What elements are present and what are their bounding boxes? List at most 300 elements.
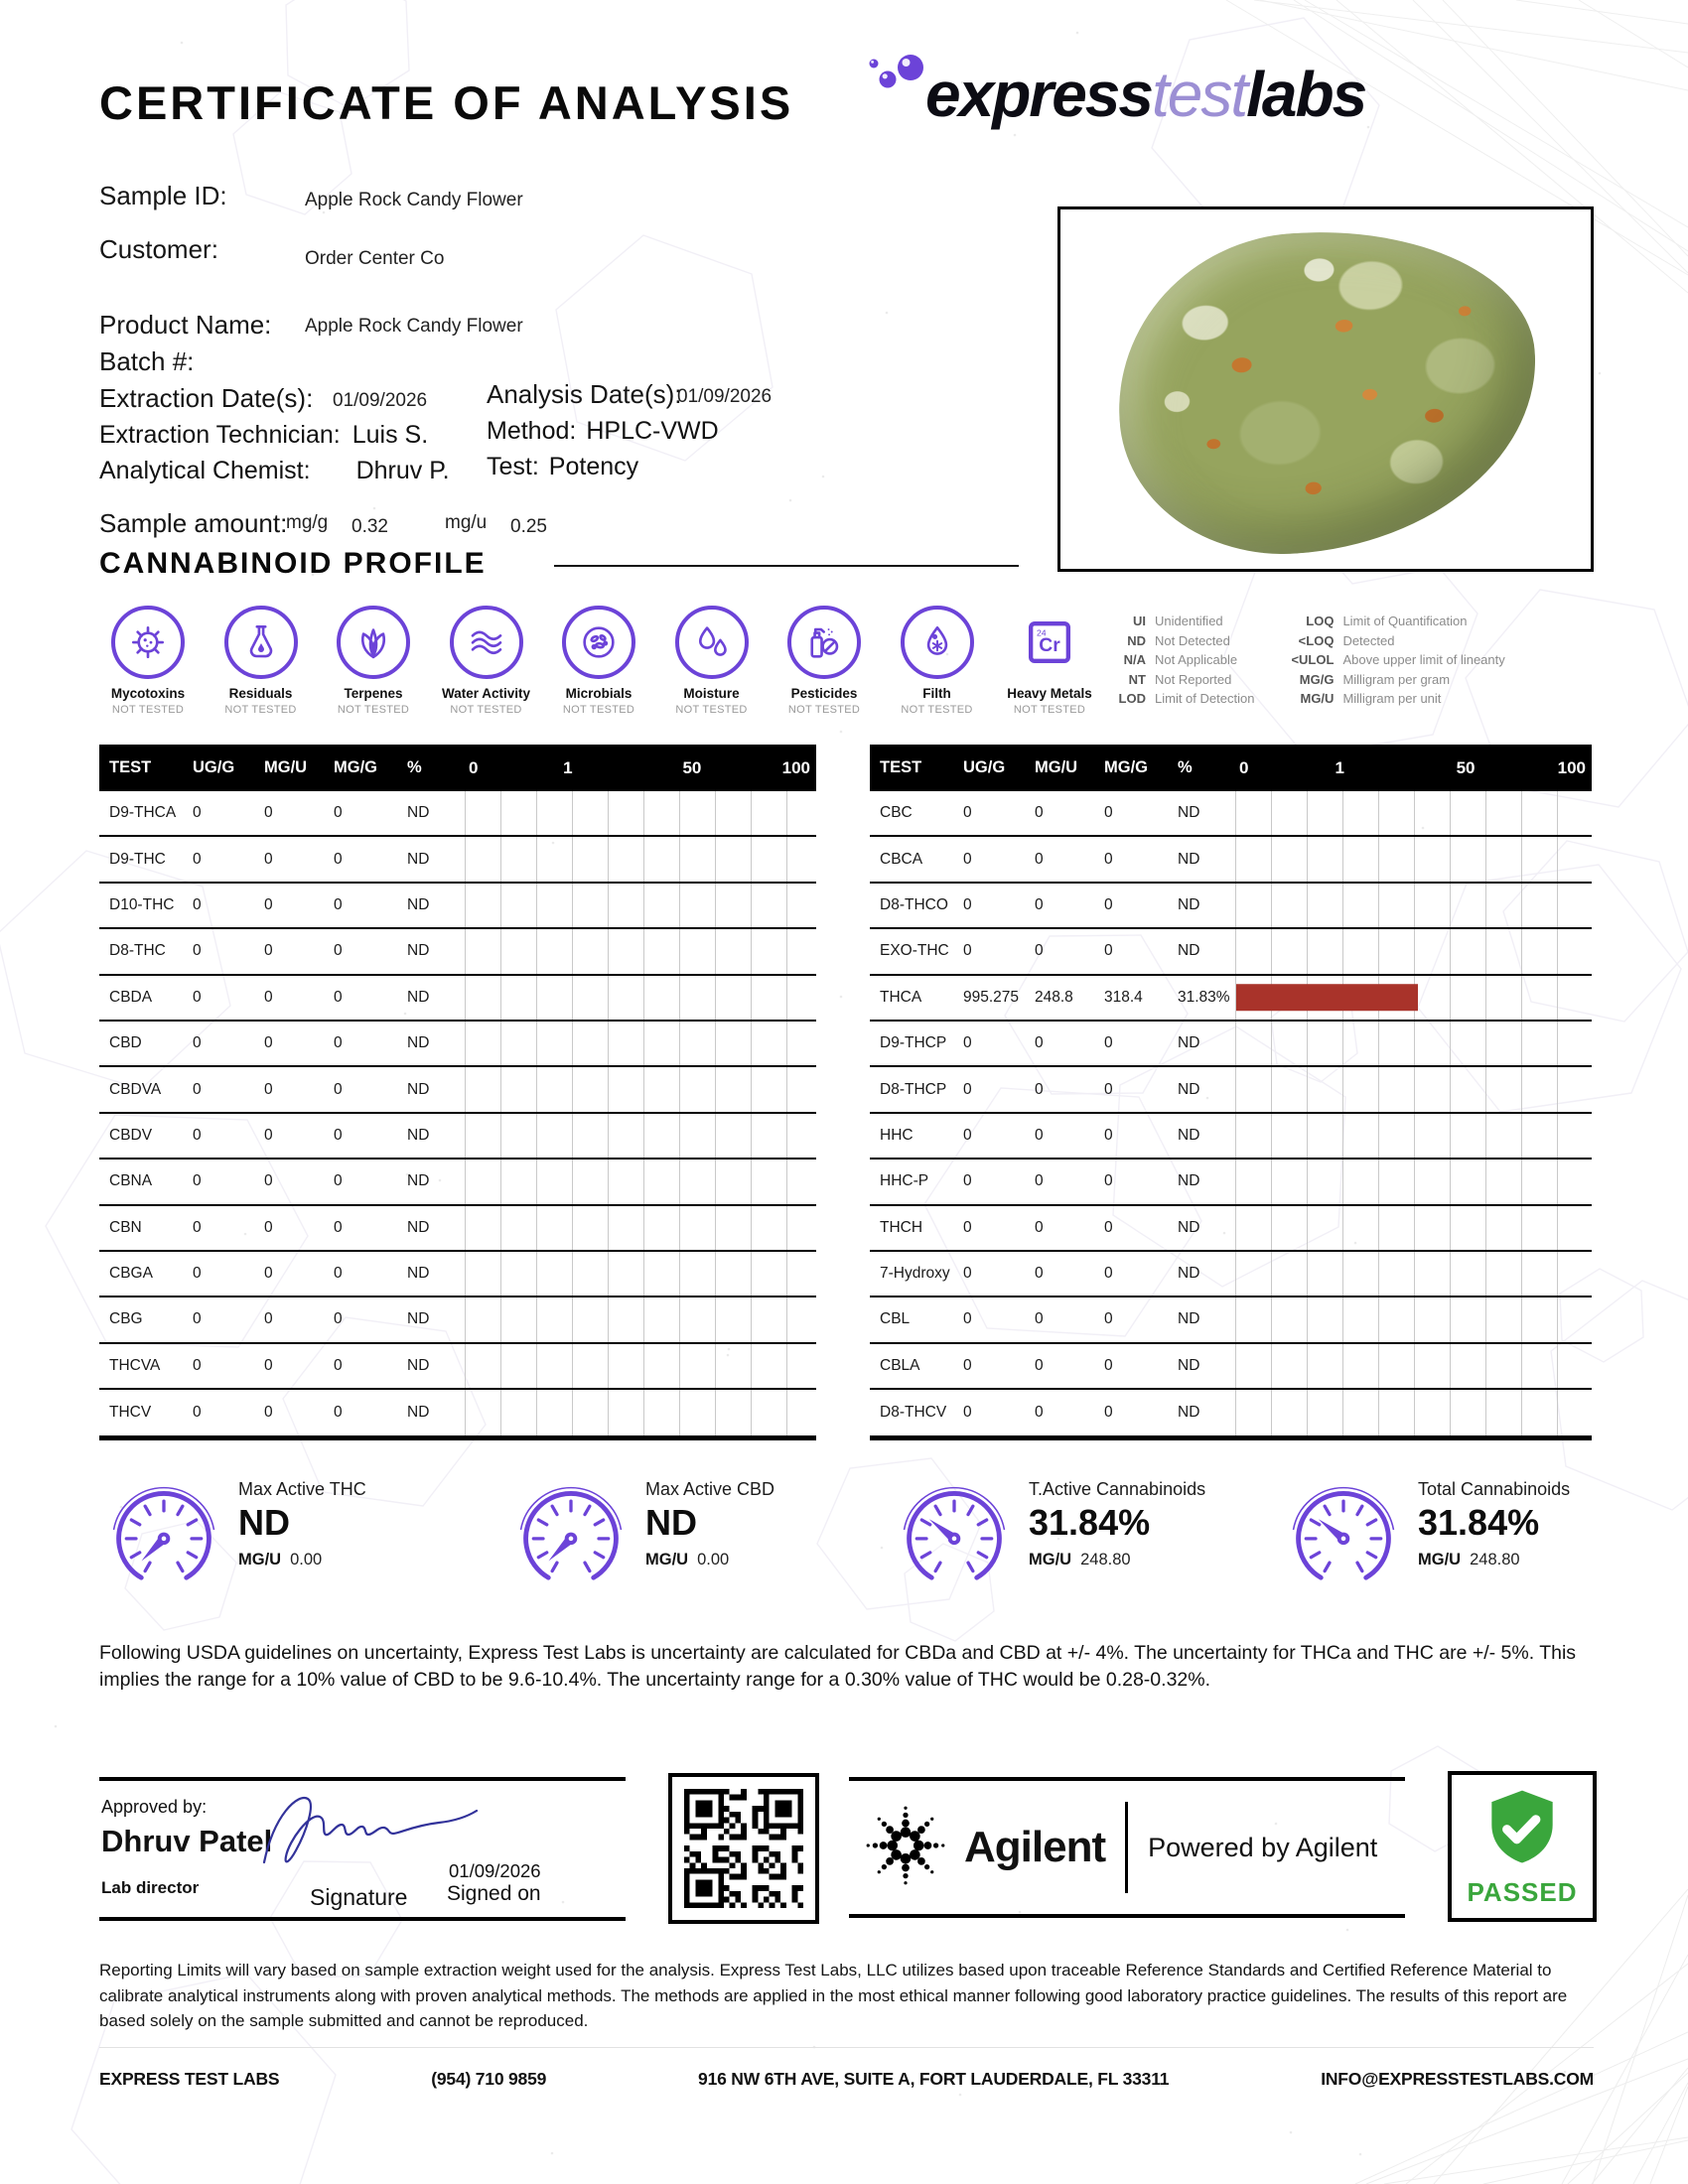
analysis-date-value: 01/09/2026	[677, 386, 773, 407]
mgg-value: 0	[334, 942, 343, 960]
test-name: CBDVA	[109, 1080, 162, 1098]
mgg-value: 0	[334, 804, 343, 822]
table-header	[99, 745, 816, 791]
mgg-value: 0	[1104, 1218, 1113, 1236]
gauge-amount: 248.80	[1080, 1551, 1131, 1569]
test-name: D9-THCP	[880, 1034, 947, 1052]
pct-value: ND	[407, 1126, 430, 1144]
ugg-value: 0	[193, 895, 202, 913]
lab-email: INFO@EXPRESSTESTLABS.COM	[1321, 2069, 1594, 2089]
mgu-value: 0	[264, 988, 273, 1006]
icon-status: NOT TESTED	[450, 704, 522, 716]
mycotoxins-icon	[111, 606, 185, 679]
ugg-value: 0	[963, 1356, 972, 1374]
cannabinoid-row-CBN	[99, 1206, 816, 1252]
legend-entry: MG/G Milligram per gram	[1299, 671, 1451, 687]
gauge-value: ND	[645, 1502, 697, 1543]
test-name: D9-THC	[109, 850, 166, 868]
cannabinoid-row-THCH	[870, 1206, 1592, 1252]
ugg-value: 0	[193, 804, 202, 822]
gauge-amount: 0.00	[290, 1551, 323, 1569]
signed-date: 01/09/2026	[449, 1860, 541, 1881]
mgu-value: 0	[264, 1172, 273, 1190]
pct-value: ND	[407, 942, 430, 960]
row-chart-area	[465, 1067, 816, 1111]
pct-value: ND	[1178, 1126, 1200, 1144]
cannabinoid-row-HHC	[870, 1114, 1592, 1160]
mgg-value: 0	[334, 895, 343, 913]
cannabinoid-row-THCA	[870, 976, 1592, 1022]
agilent-spark-icon	[855, 1795, 956, 1896]
product-name-value: Apple Rock Candy Flower	[305, 316, 523, 337]
legend-col2	[1278, 612, 1504, 709]
cannabinoid-row-CBG	[99, 1297, 816, 1343]
chemist-value: Dhruv P.	[355, 457, 450, 484]
icon-status: NOT TESTED	[111, 704, 185, 716]
mgu-value: 0	[264, 1034, 273, 1052]
microbials-icon	[562, 606, 635, 679]
ugg-value: 0	[963, 1404, 972, 1422]
ugg-value: 0	[963, 1172, 972, 1190]
thca-bar	[1236, 984, 1418, 1012]
heavy-metals-icon	[1019, 606, 1080, 679]
row-chart-area	[1235, 1067, 1592, 1111]
panel-residuals	[207, 606, 316, 716]
gauge-unit: MG/U	[645, 1551, 689, 1569]
icon-status: NOT TESTED	[901, 704, 973, 716]
ugg-value: 0	[963, 1310, 972, 1328]
legend-entry: <ULOL Above upper limit of lineanty	[1291, 652, 1505, 667]
test-name: CBCA	[880, 850, 923, 868]
test-name: 7-Hydroxy	[880, 1265, 950, 1283]
pct-value: ND	[1178, 1356, 1200, 1374]
pct-value: ND	[1178, 942, 1200, 960]
contact-divider	[99, 2047, 1594, 2048]
row-chart-area	[465, 1114, 816, 1158]
ugg-value: 0	[193, 1126, 202, 1144]
sample-id-value: Apple Rock Candy Flower	[305, 190, 523, 210]
icon-label: Water Activity	[441, 686, 531, 701]
ugg-value: 0	[963, 1126, 972, 1144]
legend-entry: LOD Limit of Detection	[1118, 691, 1255, 706]
lab-logo	[866, 48, 1365, 131]
mgg-value: 0	[1104, 895, 1113, 913]
test-name: HHC-P	[880, 1172, 929, 1190]
pct-value: ND	[1178, 1218, 1200, 1236]
abbreviation-legend	[1110, 612, 1505, 709]
mgg-value: 0	[1104, 1356, 1113, 1374]
row-chart-area	[465, 1160, 816, 1203]
mgu-value: 0	[264, 1310, 273, 1328]
pct-value: ND	[1178, 1172, 1200, 1190]
mgu-label: mg/u	[445, 512, 488, 533]
extraction-date-label: Extraction Date(s):	[99, 383, 314, 413]
mgg-value: 0	[1104, 942, 1113, 960]
cannabinoid-row-D8-THCP	[870, 1067, 1592, 1113]
mgu-value: 0	[1035, 942, 1044, 960]
legend-entry: <LOQ Detected	[1298, 632, 1395, 648]
mgu-value: 0	[264, 1356, 273, 1374]
icon-label: Pesticides	[790, 686, 858, 701]
row-chart-area	[1235, 1252, 1592, 1296]
qr-code	[684, 1789, 803, 1908]
sample-id-label: Sample ID:	[99, 181, 227, 210]
approver-name: Dhruv Patel	[101, 1824, 273, 1858]
agilent-logo	[849, 1795, 956, 1901]
panel-microbials	[544, 606, 653, 716]
mgg-value: 0	[334, 988, 343, 1006]
test-name: D8-THCP	[880, 1080, 947, 1098]
test-name: THCVA	[109, 1356, 161, 1374]
svg-text:Cr: Cr	[1039, 635, 1060, 657]
legend-col1	[1110, 612, 1254, 709]
vertical-divider	[1125, 1802, 1128, 1893]
gauge-max-active-thc	[101, 1477, 366, 1592]
icon-status: NOT TESTED	[675, 704, 748, 716]
gauge-value: 31.84%	[1029, 1502, 1151, 1543]
mgu-value: 0	[1035, 1218, 1044, 1236]
icon-label: Heavy Metals	[1007, 686, 1092, 701]
ugg-value: 0	[193, 1034, 202, 1052]
pesticides-icon	[787, 606, 861, 679]
legend-entry: NT Not Reported	[1128, 671, 1232, 687]
mgu-value: 0	[1035, 1080, 1044, 1098]
filth-icon	[901, 606, 974, 679]
contact-bar	[99, 2069, 1594, 2090]
pct-value: ND	[1178, 1034, 1200, 1052]
uncertainty-disclaimer: Following USDA guidelines on uncertainty, Express Test Labs is uncertainty are calculated for CBDa and CBD at +/- 4%. The uncertainty for THCa and THC are +/- 5%. This implies the range for a 10% value of CBD to be 9.6-10.4%. The uncertainty range for a 0.30% value of THC would be 0.28-0.32%.	[99, 1642, 1577, 1691]
column-header: TEST	[880, 758, 922, 776]
sample-amount-label: Sample amount:	[99, 508, 288, 538]
ugg-value: 0	[193, 1265, 202, 1283]
technician-line	[99, 421, 428, 450]
chart-scale-label: 100	[1557, 757, 1586, 777]
agilent-block	[849, 1777, 1405, 1918]
row-chart-area	[465, 837, 816, 881]
ugg-value: 0	[963, 1265, 972, 1283]
column-header: MG/U	[264, 758, 308, 776]
mgu-value: 0	[1035, 1172, 1044, 1190]
test-name: THCH	[880, 1218, 923, 1236]
method-line	[487, 417, 719, 446]
test-name: D9-THCA	[109, 804, 177, 822]
pct-value: ND	[1178, 804, 1200, 822]
legend-entry: ND Not Detected	[1127, 632, 1230, 648]
mgg-value: 0	[334, 1404, 343, 1422]
icon-status: NOT TESTED	[787, 704, 861, 716]
test-name: D8-THCO	[880, 895, 948, 913]
mgu-value: 0	[1035, 1034, 1044, 1052]
mgg-label: mg/g	[286, 512, 329, 533]
ugg-value: 0	[193, 1404, 202, 1422]
pct-value: ND	[1178, 1265, 1200, 1283]
panel-water-activity	[432, 606, 541, 716]
mgu-value: 0	[264, 850, 273, 868]
cannabinoid-row-THCV	[99, 1390, 816, 1435]
pct-value: ND	[407, 1310, 430, 1328]
mgg-value: 0	[1104, 1034, 1113, 1052]
gauge-label: T.Active Cannabinoids	[1029, 1479, 1206, 1499]
mgu-value: 0.25	[510, 516, 547, 537]
svg-text:24: 24	[1036, 627, 1047, 638]
test-name: D10-THC	[109, 895, 175, 913]
test-line	[487, 453, 638, 481]
batch-label: Batch #:	[99, 346, 195, 376]
chemist-line	[99, 457, 450, 485]
cannabinoid-row-CBDVA	[99, 1067, 816, 1113]
cannabinoid-row-D9-THC	[99, 837, 816, 883]
row-chart-area	[1235, 1390, 1592, 1435]
gauge-dial-icon	[892, 1477, 1017, 1592]
pct-value: ND	[407, 1356, 430, 1374]
cannabinoid-table-right	[870, 745, 1592, 1440]
gauge-value: ND	[238, 1502, 290, 1543]
gauge-dial-icon	[1281, 1477, 1406, 1592]
gauge-value: 31.84%	[1418, 1502, 1540, 1543]
passed-label: PASSED	[1467, 1877, 1578, 1907]
row-chart-area	[465, 1022, 816, 1065]
cannabinoid-row-D8-THCV	[870, 1390, 1592, 1435]
pct-value: ND	[407, 1034, 430, 1052]
chart-scale-label: 100	[781, 757, 810, 777]
legend-entry: LOQ Limit of Quantification	[1306, 614, 1468, 628]
row-chart-area	[1235, 837, 1592, 881]
cannabinoid-row-HHC-P	[870, 1160, 1592, 1205]
icon-label: Filth	[922, 686, 951, 701]
mgu-value: 0	[1035, 1356, 1044, 1374]
test-name: CBN	[109, 1218, 142, 1236]
agilent-name: Agilent	[964, 1823, 1106, 1871]
mgu-value: 0	[264, 1404, 273, 1422]
icon-label: Moisture	[683, 686, 740, 701]
method-value: HPLC-VWD	[586, 417, 719, 445]
panel-terpenes	[319, 606, 428, 716]
gauge-label: Max Active THC	[238, 1479, 366, 1499]
pct-value: ND	[1178, 1080, 1200, 1098]
mgg-value: 0	[334, 1218, 343, 1236]
chart-scale-label: 50	[1456, 757, 1476, 777]
cannabinoid-row-D8-THC	[99, 929, 816, 975]
mgu-value: 0	[1035, 1404, 1044, 1422]
chemist-label: Analytical Chemist:	[99, 457, 311, 484]
row-chart-area	[465, 884, 816, 927]
row-chart-area	[1235, 1206, 1592, 1250]
cannabinoid-row-D10-THC	[99, 884, 816, 929]
icon-status: NOT TESTED	[337, 704, 410, 716]
analysis-date-label: Analysis Date(s):	[487, 379, 682, 409]
mgg-value: 0	[1104, 1080, 1113, 1098]
approver-role: Lab director	[101, 1878, 200, 1897]
mgu-value: 0	[1035, 895, 1044, 913]
customer-label: Customer:	[99, 234, 218, 264]
row-chart-area	[465, 929, 816, 973]
icon-label: Mycotoxins	[110, 686, 186, 701]
flower-image	[1107, 217, 1547, 566]
mgg-value: 0	[334, 1172, 343, 1190]
mgg-value: 0	[1104, 1404, 1113, 1422]
lab-address: 916 NW 6TH AVE, SUITE A, FORT LAUDERDALE, FL 33311	[698, 2069, 1170, 2089]
test-name: CBL	[880, 1310, 911, 1328]
cannabinoid-row-CBDV	[99, 1114, 816, 1160]
gauge-dial-icon	[101, 1477, 226, 1592]
section-title: CANNABINOID PROFILE	[99, 547, 487, 580]
legend-entry: MG/U Milligram per unit	[1300, 691, 1442, 706]
mgu-value: 248.8	[1035, 988, 1073, 1006]
mgu-value: 0	[1035, 1265, 1044, 1283]
ugg-value: 0	[963, 942, 972, 960]
gauge-unit: MG/U	[1029, 1551, 1072, 1569]
chart-scale-label: 0	[469, 757, 479, 777]
mgg-value: 0	[1104, 1126, 1113, 1144]
pct-value: ND	[407, 1080, 430, 1098]
row-chart-area	[465, 1390, 816, 1435]
page-title: CERTIFICATE OF ANALYSIS	[99, 76, 794, 129]
lab-phone: (954) 710 9859	[431, 2069, 547, 2089]
technician-label: Extraction Technician:	[99, 421, 341, 449]
mgu-value: 0	[264, 1218, 273, 1236]
approved-by-label: Approved by:	[101, 1797, 208, 1817]
legend-entry: UI Unidentified	[1133, 614, 1223, 628]
pct-value: ND	[407, 1218, 430, 1236]
test-name: HHC	[880, 1126, 914, 1144]
gauge-max-active-cbd	[508, 1477, 774, 1592]
row-chart-area	[465, 791, 816, 835]
ugg-value: 0	[963, 804, 972, 822]
test-name: CBDV	[109, 1126, 153, 1144]
test-label: Test:	[487, 453, 539, 480]
powered-by-label: Powered by Agilent	[1148, 1832, 1378, 1862]
row-chart-area	[1235, 929, 1592, 973]
test-name: D8-THC	[109, 942, 166, 960]
pct-value: ND	[407, 1265, 430, 1283]
technician-value: Luis S.	[352, 421, 429, 449]
mgu-value: 0	[1035, 1310, 1044, 1328]
cannabinoid-row-D9-THCP	[870, 1022, 1592, 1067]
mgg-value: 0.32	[352, 516, 388, 537]
column-header: UG/G	[963, 758, 1006, 776]
ugg-value: 995.275	[963, 988, 1020, 1006]
mgu-value: 0	[264, 942, 273, 960]
gauge-unit: MG/U	[238, 1551, 282, 1569]
chart-scale-label: 50	[682, 757, 702, 777]
column-header: MG/U	[1035, 758, 1078, 776]
moisture-icon	[675, 606, 749, 679]
ugg-value: 0	[193, 1356, 202, 1374]
gauge-t-active-cannabinoids	[892, 1477, 1205, 1592]
signature-label: Signature	[310, 1884, 408, 1910]
ugg-value: 0	[193, 1310, 202, 1328]
mgg-value: 0	[1104, 1265, 1113, 1283]
ugg-value: 0	[963, 1034, 972, 1052]
pct-value: ND	[407, 804, 430, 822]
customer-value: Order Center Co	[305, 248, 445, 269]
mgg-value: 0	[334, 1126, 343, 1144]
panel-moisture	[657, 606, 767, 716]
test-name: CBNA	[109, 1172, 153, 1190]
approval-block	[99, 1777, 626, 1921]
test-name: THCA	[880, 988, 922, 1006]
ugg-value: 0	[963, 850, 972, 868]
row-chart-area	[1235, 976, 1592, 1020]
passed-badge	[1448, 1771, 1597, 1922]
test-name: D8-THCV	[880, 1404, 947, 1422]
mgg-value: 0	[1104, 1172, 1113, 1190]
test-name: CBDA	[109, 988, 153, 1006]
extraction-date-value: 01/09/2026	[333, 390, 428, 411]
panel-filth	[883, 606, 992, 716]
mgg-value: 318.4	[1104, 988, 1143, 1006]
cannabinoid-row-CBD	[99, 1022, 816, 1067]
test-name: CBG	[109, 1310, 143, 1328]
gauge-total-cannabinoids	[1281, 1477, 1570, 1592]
logo-wordmark: expresstestlabs	[925, 59, 1366, 130]
ugg-value: 0	[963, 895, 972, 913]
cannabinoid-row-EXO-THC	[870, 929, 1592, 975]
reporting-limits-note: Reporting Limits will vary based on sample extraction weight used for the analysis. Express Test Labs, LLC utilizes based upon traceable Reference Standards and Certified Reference Material to calibrate analytical instruments along with proven analytical methods. The methods are applied in the most ethical manner following good laboratory practice guidelines. The results of this report are based solely on the sample submitted and cannot be reproduced.	[99, 1961, 1568, 2030]
test-name: CBD	[109, 1034, 142, 1052]
mgg-value: 0	[334, 1310, 343, 1328]
column-header: UG/G	[193, 758, 235, 776]
ugg-value: 0	[193, 1172, 202, 1190]
test-name: EXO-THC	[880, 942, 949, 960]
row-chart-area	[465, 1252, 816, 1296]
column-header: MG/G	[334, 758, 377, 776]
terpenes-icon	[337, 606, 410, 679]
pct-value: 31.83%	[1178, 988, 1230, 1006]
logo-bubbles-icon	[866, 48, 929, 109]
pct-value: ND	[1178, 1404, 1200, 1422]
mgg-value: 0	[1104, 850, 1113, 868]
pct-value: ND	[407, 1404, 430, 1422]
residuals-icon	[224, 606, 298, 679]
cannabinoid-row-CBLA	[870, 1344, 1592, 1390]
row-chart-area	[465, 1297, 816, 1341]
row-chart-area	[465, 1206, 816, 1250]
icon-status: NOT TESTED	[562, 704, 635, 716]
sample-info	[99, 181, 1053, 558]
passed-shield-icon	[1477, 1783, 1568, 1874]
mgu-value: 0	[264, 804, 273, 822]
mgu-value: 0	[264, 1265, 273, 1283]
product-photo	[1057, 206, 1594, 572]
test-name: CBC	[880, 804, 913, 822]
mgg-value: 0	[334, 1356, 343, 1374]
pct-value: ND	[407, 850, 430, 868]
water-activity-icon	[450, 606, 523, 679]
test-name: CBGA	[109, 1265, 153, 1283]
ugg-value: 0	[193, 1218, 202, 1236]
lab-name: EXPRESS TEST LABS	[99, 2069, 280, 2089]
panel-heavy-metals	[995, 606, 1104, 716]
column-header: %	[1178, 758, 1193, 776]
qr-code-box	[668, 1773, 819, 1924]
cannabinoid-row-D9-THCA	[99, 791, 816, 837]
cannabinoid-row-CBC	[870, 791, 1592, 837]
table-header	[870, 745, 1592, 791]
panel-mycotoxins	[93, 606, 203, 716]
gauge-amount: 248.80	[1470, 1551, 1520, 1569]
ugg-value: 0	[963, 1080, 972, 1098]
row-chart-area	[1235, 1160, 1592, 1203]
column-header: MG/G	[1104, 758, 1148, 776]
gauge-dial-icon	[508, 1477, 633, 1592]
icon-label: Residuals	[228, 686, 293, 701]
mgu-value: 0	[264, 1080, 273, 1098]
row-chart-area	[465, 976, 816, 1020]
chart-scale-label: 1	[1335, 757, 1344, 777]
signed-on-label: Signed on	[447, 1882, 541, 1905]
row-chart-area	[1235, 1297, 1592, 1341]
